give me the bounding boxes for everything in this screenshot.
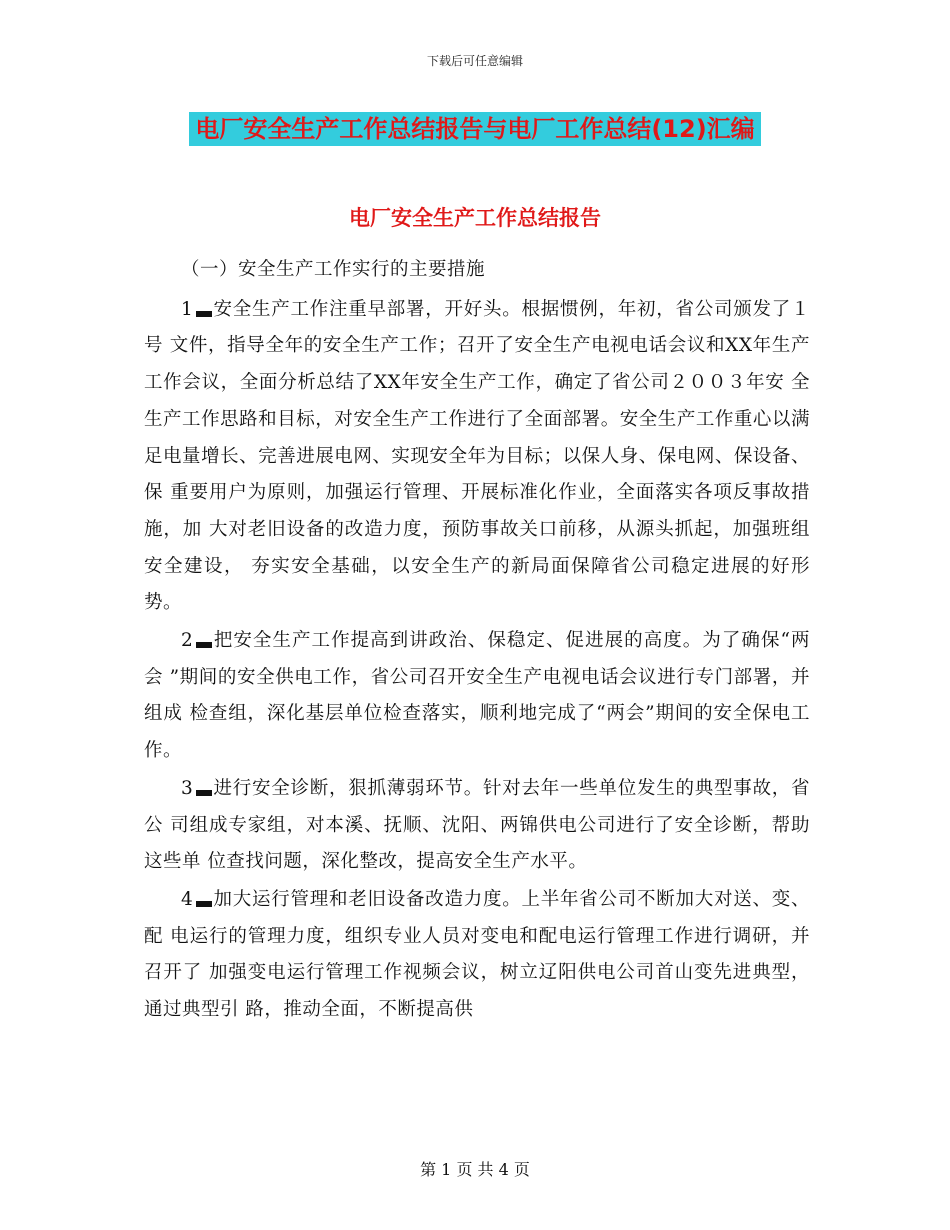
item-marker-icon [196,790,212,796]
subheading: （一）安全生产工作实行的主要措施 [181,259,486,280]
list-item [144,623,810,770]
item-number: 2 [181,630,194,652]
list-item [144,771,810,881]
item-marker-icon [196,642,212,648]
item-text: 加大运行管理和老旧设备改造力度。上半年省公司不断加大对送、变、配 电运行的管理力度，组织专业人员对变电和配电运行管理工作进行调研，并召开了 加强变电运行管理工作视频会议，树立辽阳供电公司首山变先进典型，通过典型引 路，推动全面，不断提高供 [144,888,810,1021]
document-title: 电厂安全生产工作总结报告与电厂工作总结(12)汇编 [189,112,760,146]
page-header-note: 下载后可任意编辑 [426,54,523,68]
item-text: 安全生产工作注重早部署，开好头。根据惯例，年初，省公司颁发了１号 文件，指导全年的安全生产工作；召开了安全生产电视电话会议和XX年生产 工作会议，全面分析总结了XX年安全生产工作，确定了省公司２００３年安 全生产工作思路和目标，对安全生产工作进行了全面部署。安全生产工作重心以满 足电量增长、完善进展电网、实现安全年为目标；以保人身、保电网、保设备、保 重要用户为原则，加强运行管理、开展标准化作业，全面落实各项反事故措施，加 大对老旧设备的改造力度，预防事故关口前移，从源头抓起，加强班组安全建设， 夯实安全基础，以安全生产的新局面保障省公司稳定进展的好形势。 [144,298,810,614]
list-item [144,292,810,622]
list-item [144,882,810,1029]
item-number: 1 [181,298,194,320]
item-text: 把安全生产工作提高到讲政治、保稳定、促进展的高度。为了确保“两会 ”期间的安全供电工作，省公司召开安全生产电视电话会议进行专门部署，并组成 检查组，深化基层单位检查落实，顺利地完成了“两会”期间的安全保电工作。 [144,630,810,762]
item-marker-icon [196,311,212,317]
item-number: 3 [181,777,194,799]
document-title-container [0,112,950,146]
section-title: 电厂安全生产工作总结报告 [349,206,601,230]
page-footer: 第 1 页 共 4 页 [420,1160,530,1179]
document-body [144,252,810,1029]
item-marker-icon [196,901,212,907]
item-text: 进行安全诊断，狠抓薄弱环节。针对去年一些单位发生的典型事故，省公 司组成专家组，对本溪、抚顺、沈阳、两锦供电公司进行了安全诊断，帮助这些单 位查找问题，深化整改，提高安全生产水平。 [144,777,810,873]
item-number: 4 [181,888,194,910]
